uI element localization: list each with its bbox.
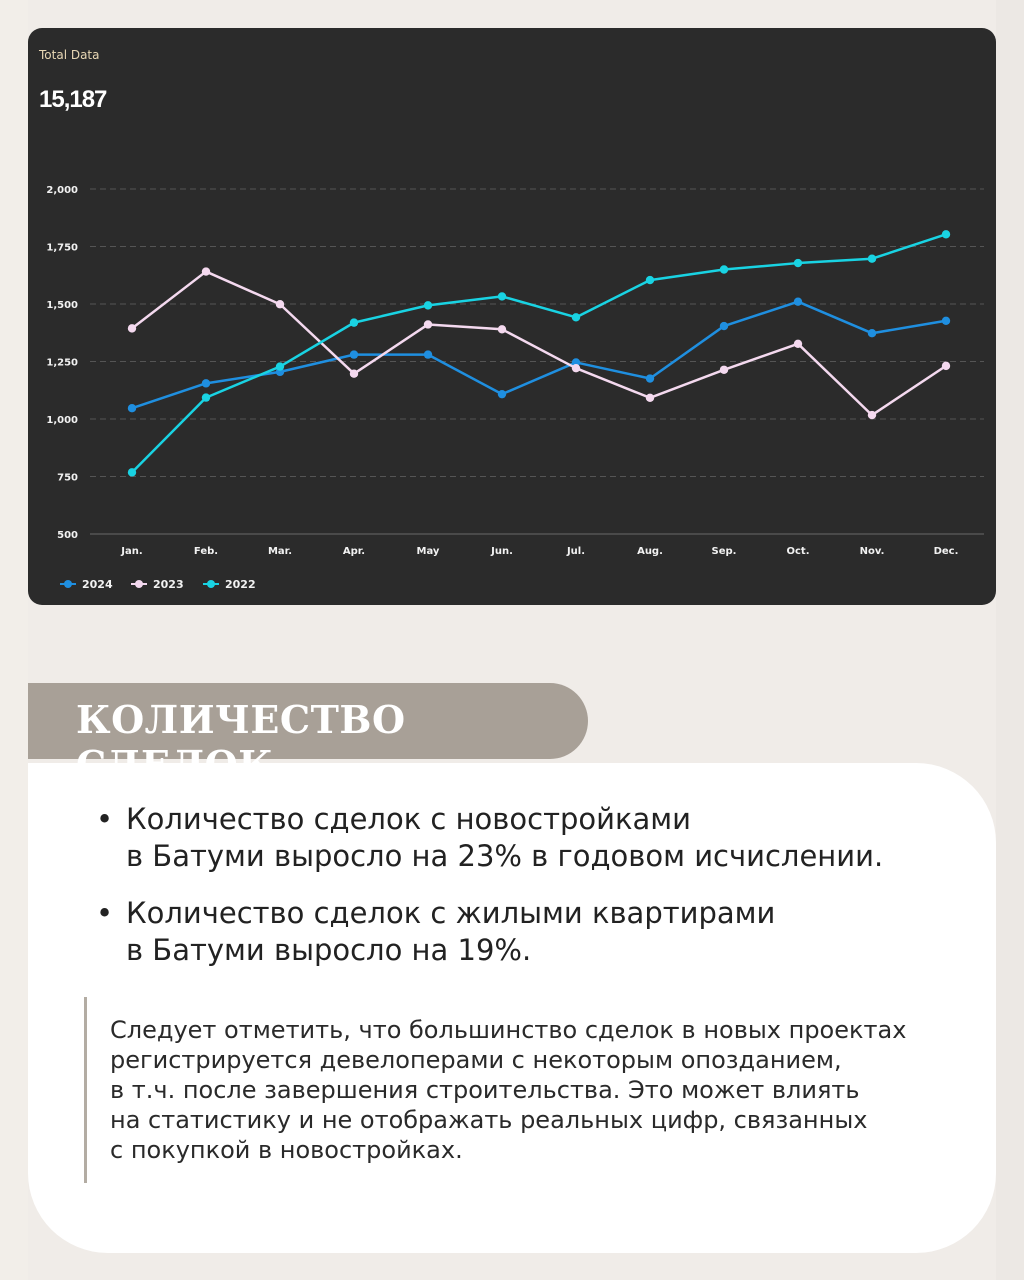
data-point-2024 [350,350,358,358]
data-point-2023 [646,394,654,402]
data-point-2022 [942,230,950,238]
bullet-dot: • [96,896,114,930]
data-point-2024 [424,350,432,358]
y-tick-label: 1,000 [46,415,78,426]
bullet-list [96,801,926,989]
y-tick-label: 1,250 [46,357,78,369]
x-tick-label: Apr. [342,546,366,557]
line-chart [28,28,996,605]
x-tick-label: Nov. [859,546,885,557]
data-point-2022 [498,292,506,300]
legend-swatch-dot [135,580,143,588]
data-point-2024 [794,298,802,306]
data-point-2024 [646,374,654,382]
data-point-2022 [276,362,284,370]
data-point-2023 [276,300,284,308]
y-tick-label: 1,500 [46,300,78,311]
bullet-text-line: Количество сделок с новостройками [126,802,691,836]
x-tick-label: Aug. [637,546,663,557]
x-tick-label: Jun. [491,546,513,557]
legend-swatch-dot [64,580,72,588]
y-tick-label: 1,750 [46,242,78,254]
y-tick-label: 750 [57,472,78,484]
data-point-2022 [720,265,728,273]
legend-swatch-dot [207,580,215,588]
data-point-2022 [794,259,802,267]
bullet-text-line: в Батуми выросло на 19%. [126,933,532,967]
x-tick-label: Dec. [933,546,959,557]
note-line: Следует отметить, что большинство сделок в новых проектах [110,1016,907,1044]
x-tick-label: Jul. [566,546,586,557]
bullet-text-line: в Батуми выросло на 23% в годовом исчислении. [126,839,884,873]
bullet-text-line: Количество сделок с жилыми квартирами [126,896,776,930]
data-point-2023 [942,362,950,370]
data-point-2023 [572,364,580,372]
left-edge-strip [0,0,28,1280]
note-block [84,997,947,1183]
data-point-2024 [720,322,728,330]
data-point-2024 [128,404,136,412]
series-line-2023 [132,272,946,416]
x-tick-label: May [416,546,440,557]
legend-label: 2023 [153,578,184,591]
data-point-2023 [350,369,358,377]
data-point-2023 [424,320,432,328]
x-tick-label: Mar. [267,546,293,557]
legend-label: 2022 [225,578,256,591]
bullet-dot: • [96,802,114,836]
data-point-2022 [424,301,432,309]
x-tick-label: Oct. [786,546,810,557]
x-tick-label: Sep. [711,546,737,557]
data-point-2023 [868,411,876,419]
data-point-2022 [128,468,136,476]
series-line-2024 [132,302,946,408]
note-line: с покупкой в новостройках. [110,1136,463,1164]
section-title: КОЛИЧЕСТВО [76,697,406,742]
data-point-2022 [646,276,654,284]
data-point-2023 [202,267,210,275]
data-point-2023 [720,366,728,374]
series-line-2022 [132,234,946,472]
data-point-2022 [350,318,358,326]
data-point-2023 [794,340,802,348]
note-line: в т.ч. после завершения строительства. Это может влиять [110,1076,860,1104]
data-point-2022 [202,393,210,401]
note-line: на статистику и не отображать реальных цифр, связанных [110,1106,868,1134]
list-item [96,895,926,969]
data-point-2022 [572,313,580,321]
kpi-label: Total Data [39,48,100,62]
x-tick-label: Feb. [193,546,219,557]
data-point-2024 [942,317,950,325]
note-text [110,1015,906,1165]
x-tick-label: Jan. [121,546,143,557]
data-point-2024 [202,379,210,387]
note-line: регистрируется девелоперами с некоторым опозданием, [110,1046,842,1074]
right-edge-strip [996,0,1024,1280]
legend-label: 2024 [82,578,113,591]
chart-card [28,28,996,605]
text-card [28,763,996,1253]
kpi-value: 15,187 [39,86,107,113]
y-tick-label: 2,000 [46,185,78,196]
section-title-tab [28,683,588,759]
data-point-2024 [498,390,506,398]
list-item [96,801,926,875]
data-point-2023 [498,325,506,333]
y-tick-label: 500 [57,530,78,541]
data-point-2024 [868,329,876,337]
data-point-2023 [128,324,136,332]
data-point-2022 [868,254,876,262]
